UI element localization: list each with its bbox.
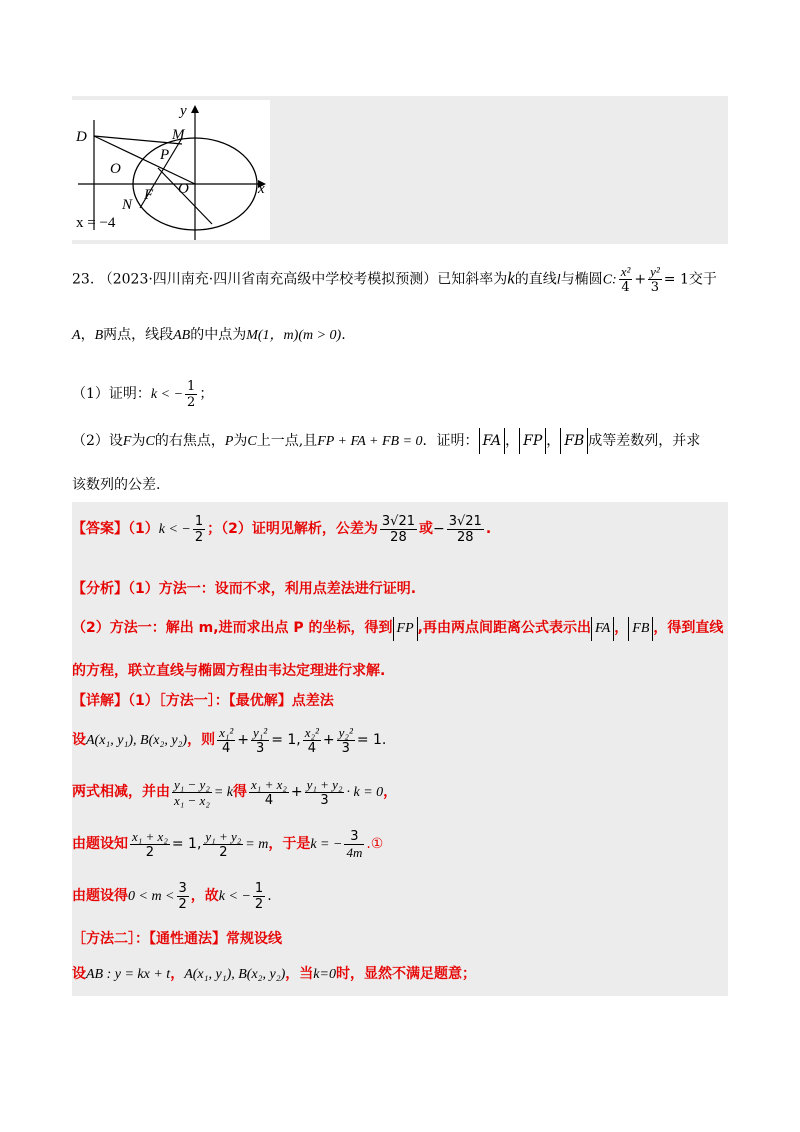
analysis-text: ,再由两点间距离公式表示出	[417, 620, 591, 636]
frac	[249, 777, 289, 808]
stem-text: 的中点为	[190, 327, 247, 343]
question-2: （2）设F为C的右焦点，P为C上一点,且FP + FA + FB = 0．证明： FA ， FP ， FB 成等差数列，并求	[72, 428, 700, 455]
detail-text: 设	[72, 966, 86, 982]
stem-text: 成等差数列，并求	[588, 433, 701, 449]
detail-line-3	[72, 826, 383, 863]
frac-num: x₂²	[304, 724, 319, 740]
ellipse-name: C:	[602, 272, 617, 288]
detail-text: 由题设知	[72, 836, 128, 852]
frac	[172, 777, 212, 808]
fig-label-D: D	[76, 129, 87, 145]
frac-den: 4	[264, 792, 274, 808]
eq: k = −	[310, 837, 343, 852]
frac	[344, 829, 364, 860]
abs-FP: FP	[519, 428, 546, 454]
frac-num: y₁ + y₂	[205, 828, 242, 844]
frac-den: 2	[254, 896, 264, 912]
abs-FA: FA	[479, 428, 506, 454]
frac-den: 4	[621, 280, 630, 295]
minus-sign: −	[433, 521, 445, 537]
analysis-text: （2）方法一：解出 m,进而求出点 P 的坐标，得到	[72, 620, 393, 636]
var-k: k	[507, 268, 515, 288]
stem-text: 的右焦点，	[154, 433, 225, 449]
fig-label-O1: O	[110, 161, 121, 177]
frac-num: x₁ + x₂	[251, 776, 287, 792]
abs-FA: FA	[591, 617, 614, 641]
frac-den: 28	[390, 529, 407, 545]
var-F: F	[122, 434, 132, 449]
stem-text: 的直线	[514, 271, 557, 288]
abs-FP: FP	[393, 617, 418, 641]
problem-source: （2023·四川南充·四川省南充高级中学校考模拟预测）	[98, 271, 438, 288]
frac	[305, 777, 345, 808]
detail-text: 由题设得	[72, 888, 128, 904]
frac-num: 3	[178, 880, 187, 896]
var-C: C	[247, 434, 257, 449]
frac-den: 3	[255, 740, 265, 756]
sep: ，	[80, 327, 95, 343]
stem-text: 两点，线段	[103, 327, 174, 343]
problem-line-2	[72, 326, 346, 345]
frac-den: 2	[145, 844, 155, 860]
points-AB: A(x₁, y₁), B(x₂, y₂)	[86, 733, 188, 748]
detail-line-4	[72, 878, 272, 915]
frac-num: 3√21	[448, 513, 482, 529]
frac	[303, 725, 321, 756]
detail-line-1: 设A(x₁, y₁), B(x₂, y₂)，则 $\frac{\text{x₁²}}{4}$ + $\frac{\text{y₁²}}{3}$ = 1, $\frac{\text{x₂²}}{4}$ + $\frac{\text{y₂²}}{3}$ = 1.	[72, 724, 387, 756]
method-2-title: ［方法二］：【通性通法】常规设线	[72, 931, 282, 947]
frac-den: 2	[187, 394, 196, 410]
question-1	[72, 378, 213, 411]
stem-text: 为	[233, 433, 248, 449]
var-P: P	[224, 434, 234, 449]
vector-equation: FP + FA + FB = 0	[317, 434, 423, 449]
frac-den: 3	[341, 740, 350, 756]
var-A: A	[72, 328, 81, 343]
method-2-line	[72, 960, 476, 989]
problem-line-1: 23. （2023·四川南充·四川省南充高级中学校考模拟预测）已知斜率为k的直线l与椭圆C: $\frac{\text{x²}}{4}$ + $\frac{\text{y²}}{3}$ = 1交于	[72, 264, 717, 295]
sep: .	[341, 327, 346, 343]
frac-num: y₁ + y₂	[306, 776, 343, 792]
stem-text: 与椭圆	[560, 271, 603, 288]
var-AB: AB	[173, 328, 191, 343]
ellipse-y-frac	[648, 264, 662, 295]
fig-label-y: y	[180, 103, 187, 119]
question-2-line-2: 该数列的公差.	[72, 477, 161, 493]
q1-expr: k < −	[150, 387, 184, 402]
answer-k: k < −	[158, 522, 191, 537]
fig-line-label: x = −4	[76, 215, 116, 231]
eq-tail: = 1.	[356, 732, 387, 748]
analysis-2: （2）方法一：解出 m,进而求出点 P 的坐标，得到 FP ,再由两点间距离公式表示出 FA ， FB ，得到直线	[72, 616, 723, 641]
points-AB: A(x₁, y₁), B(x₂, y₂)	[184, 967, 286, 982]
frac-num: y²	[650, 264, 660, 279]
detail-title: 【详解】（1）［方法一］：【最优解】点差法	[72, 693, 334, 709]
frac	[251, 725, 269, 756]
var-C: C	[145, 434, 155, 449]
abs-FB: FB	[628, 617, 653, 641]
detail-text: ，于是	[268, 836, 311, 852]
abs-FB: FB	[560, 428, 588, 454]
frac-den: 2	[178, 896, 187, 912]
detail-text: 得	[233, 784, 248, 800]
frac-num: x²	[620, 264, 631, 279]
range-expr: 0 < m <	[128, 889, 175, 904]
detail-text: ，故	[190, 888, 219, 904]
frac-num: 3√21	[381, 513, 415, 529]
detail-text: 设	[72, 732, 86, 748]
frac-den: x₁ − x₂	[174, 792, 210, 808]
frac-num: x₁ + x₂	[132, 828, 168, 844]
midpoint-M: M(1，m)(m > 0)	[246, 328, 342, 343]
sep: .	[485, 521, 492, 537]
answer-or: 或	[419, 521, 433, 537]
frac-num: x₁²	[219, 724, 234, 740]
stem-text: ．证明：	[422, 433, 479, 449]
var-B: B	[94, 328, 104, 343]
sep: ；	[199, 386, 214, 402]
answer-k-frac	[193, 514, 205, 545]
analysis-1: 【分析】（1）方法一：设而不求，利用点差法进行证明.	[72, 581, 417, 597]
frac	[177, 881, 189, 912]
detail-text: ，当	[285, 966, 314, 982]
frac-num: 1	[254, 880, 264, 896]
stem-text: 为	[131, 433, 146, 449]
frac-den: 4m	[346, 844, 363, 860]
frac-den: 4	[222, 740, 231, 756]
frac	[217, 725, 235, 756]
frac-den: 2	[219, 844, 228, 860]
problem-number: 23.	[72, 271, 95, 288]
frac	[253, 881, 265, 912]
frac-den: 2	[194, 529, 204, 545]
frac-num: 1	[187, 378, 196, 394]
eq: = 1,	[171, 836, 202, 852]
frac-num: 3	[344, 829, 364, 845]
analysis-text: ，得到直线	[653, 620, 724, 636]
frac-den: 28	[457, 529, 474, 545]
fig-label-M: M	[172, 127, 185, 143]
figure-panel	[72, 100, 270, 240]
eq-tail: = 1	[663, 271, 689, 288]
frac-num: 1	[194, 513, 204, 529]
answer-part: ；（2）证明见解析，公差为	[207, 521, 378, 537]
var-l: l	[556, 272, 561, 288]
k-zero: k=0	[313, 967, 336, 982]
frac	[203, 829, 243, 860]
fig-label-x: x	[258, 181, 265, 197]
eq-tail: = 1,	[271, 732, 301, 748]
detail-text: ，则	[187, 732, 216, 748]
detail-text: 时，显然不满足题意；	[335, 966, 476, 982]
eq: = k	[213, 785, 234, 800]
fig-label-F: F	[144, 187, 154, 203]
d2-frac	[447, 514, 484, 545]
sep: ，	[170, 966, 185, 982]
line-AB: AB : y = kx + t	[86, 967, 171, 982]
frac	[337, 725, 355, 756]
d1-frac	[380, 514, 417, 545]
sep: .①	[366, 836, 384, 852]
fig-label-P: P	[160, 147, 170, 163]
detail-line-2: 两式相减，并由 $\frac{\text{y₁ − y₂}}{\text{x₁ − x₂}}$ = k得 $\frac{\text{x₁ + x₂}}{4}$ + $\frac{\text{y₁ + y₂}}{3}$ · k = 0，	[72, 776, 398, 808]
frac-den: 4	[307, 740, 316, 756]
sep: .	[267, 888, 272, 904]
detail-text: 两式相减，并由	[72, 784, 170, 800]
fig-label-N: N	[122, 197, 133, 213]
stem-text: 上一点,且	[256, 433, 318, 449]
frac-num: y₁²	[253, 724, 268, 740]
stem-text: 交于	[688, 271, 717, 288]
q1-frac	[185, 379, 197, 410]
stem-text: 已知斜率为	[437, 271, 508, 288]
analysis-3: 的方程，联立直线与椭圆方程由韦达定理进行求解.	[72, 663, 386, 679]
frac	[130, 829, 170, 860]
frac-num: y₂²	[338, 724, 353, 740]
frac-den: 3	[650, 280, 660, 295]
answer-line	[72, 512, 491, 547]
frac-den: 3	[320, 792, 329, 808]
eq: = m	[245, 837, 269, 852]
answer-part: （1）	[128, 521, 159, 537]
range-k: k < −	[218, 889, 251, 904]
sep: ，	[383, 784, 398, 800]
q1-label: （1）证明：	[72, 386, 151, 402]
ellipse-x-frac	[619, 264, 633, 295]
eq-tail: · k = 0	[346, 785, 384, 800]
q2-label: （2）设	[72, 433, 123, 449]
fig-label-O2: O	[178, 181, 189, 197]
answer-tag: 【答案】	[72, 521, 128, 537]
frac-num: y₁ − y₂	[174, 776, 210, 792]
